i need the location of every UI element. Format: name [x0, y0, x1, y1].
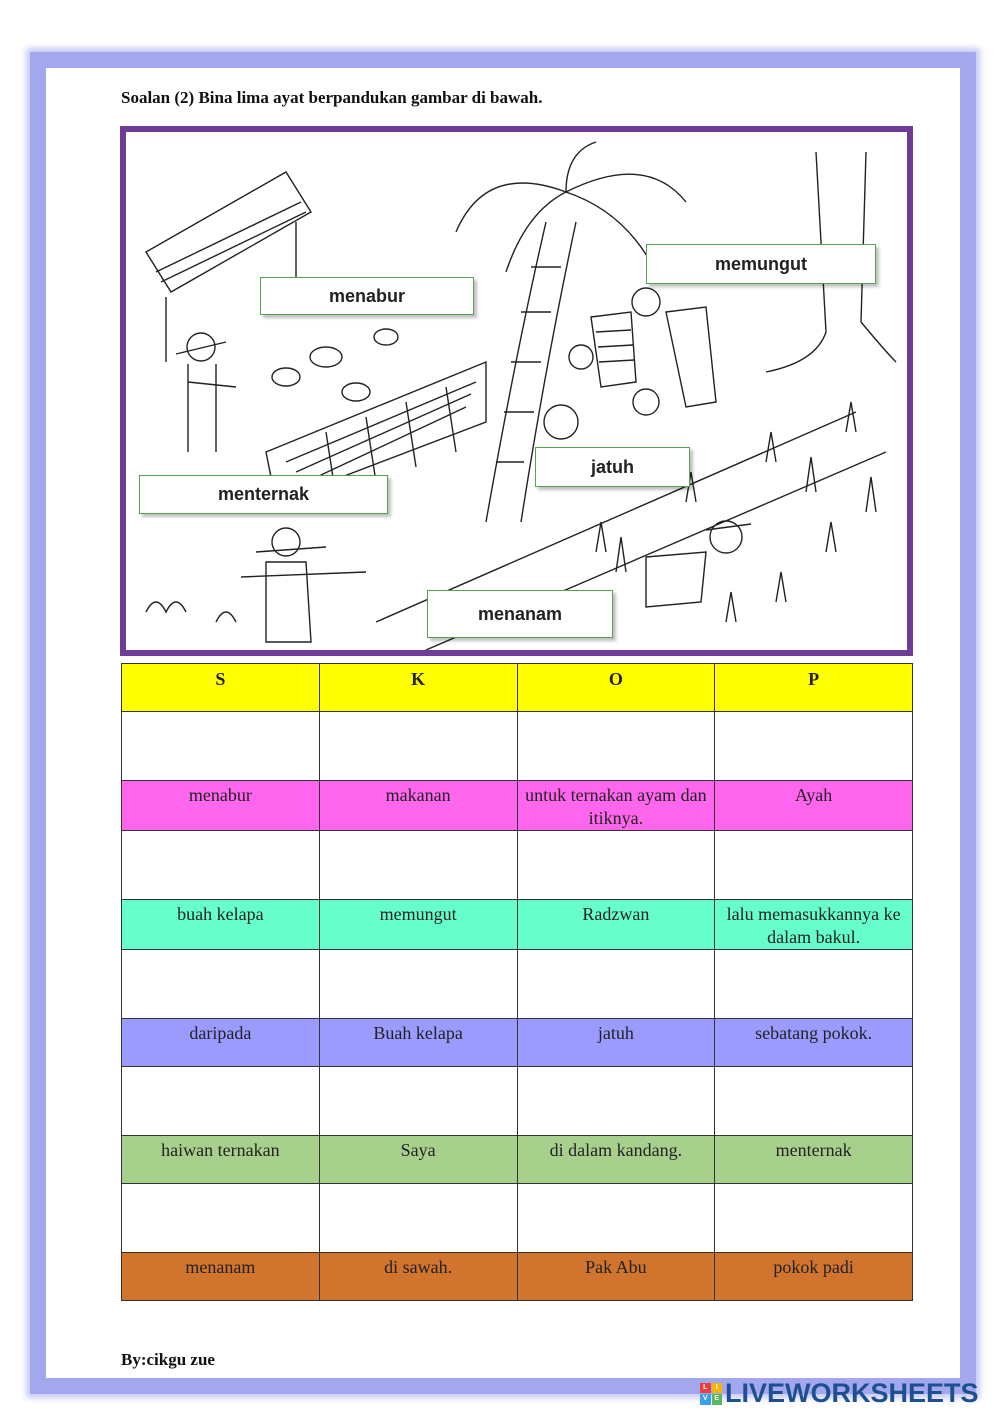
- answer-cell[interactable]: [319, 1184, 517, 1253]
- word-cell[interactable]: untuk ternakan ayam dan itiknya.: [517, 781, 715, 831]
- answer-cell[interactable]: [517, 1184, 715, 1253]
- scene-illustration: [126, 132, 907, 650]
- word-cell[interactable]: buah kelapa: [122, 900, 320, 950]
- question-title: Soalan (2) Bina lima ayat berpandukan gambar di bawah.: [121, 88, 543, 107]
- answer-cell[interactable]: [122, 950, 320, 1019]
- answer-cell[interactable]: [517, 950, 715, 1019]
- word-cell[interactable]: makanan: [319, 781, 517, 831]
- label-menabur[interactable]: menabur: [260, 277, 474, 315]
- word-cell[interactable]: memungut: [319, 900, 517, 950]
- word-row: [122, 1253, 913, 1301]
- answer-cell[interactable]: [319, 1067, 517, 1136]
- word-cell[interactable]: menabur: [122, 781, 320, 831]
- word-cell[interactable]: Radzwan: [517, 900, 715, 950]
- answer-row: [122, 950, 913, 1019]
- answer-cell[interactable]: [715, 831, 913, 900]
- word-cell[interactable]: menternak: [715, 1136, 913, 1184]
- answer-cell[interactable]: [517, 712, 715, 781]
- answer-cell[interactable]: [715, 712, 913, 781]
- answer-cell[interactable]: [122, 712, 320, 781]
- word-cell[interactable]: menanam: [122, 1253, 320, 1301]
- header-p: P: [715, 664, 913, 712]
- liveworksheets-logo[interactable]: [700, 1378, 979, 1409]
- label-jatuh[interactable]: jatuh: [535, 447, 690, 487]
- answer-cell[interactable]: [715, 950, 913, 1019]
- answer-cell[interactable]: [122, 831, 320, 900]
- scene-picture: [120, 126, 913, 656]
- label-memungut[interactable]: memungut: [646, 244, 876, 284]
- header-k: K: [319, 664, 517, 712]
- table-header-row: [122, 664, 913, 712]
- header-s: S: [122, 664, 320, 712]
- word-row: [122, 781, 913, 831]
- word-cell[interactable]: sebatang pokok.: [715, 1019, 913, 1067]
- sentence-table: [121, 663, 913, 1301]
- word-cell[interactable]: daripada: [122, 1019, 320, 1067]
- word-cell[interactable]: di sawah.: [319, 1253, 517, 1301]
- word-cell[interactable]: Buah kelapa: [319, 1019, 517, 1067]
- answer-cell[interactable]: [517, 1067, 715, 1136]
- answer-cell[interactable]: [319, 831, 517, 900]
- brand-name: LIVEWORKSHEETS: [725, 1378, 979, 1408]
- answer-cell[interactable]: [715, 1067, 913, 1136]
- answer-cell[interactable]: [319, 950, 517, 1019]
- answer-row: [122, 712, 913, 781]
- label-menanam[interactable]: menanam: [427, 590, 613, 638]
- answer-cell[interactable]: [517, 831, 715, 900]
- word-row: [122, 1019, 913, 1067]
- answer-row: [122, 831, 913, 900]
- word-cell[interactable]: lalu memasukkannya ke dalam bakul.: [715, 900, 913, 950]
- word-row: [122, 900, 913, 950]
- answer-cell[interactable]: [122, 1184, 320, 1253]
- word-cell[interactable]: di dalam kandang.: [517, 1136, 715, 1184]
- word-cell[interactable]: Pak Abu: [517, 1253, 715, 1301]
- answer-row: [122, 1184, 913, 1253]
- word-cell[interactable]: Saya: [319, 1136, 517, 1184]
- answer-cell[interactable]: [319, 712, 517, 781]
- label-menternak[interactable]: menternak: [139, 475, 388, 514]
- answer-cell[interactable]: [715, 1184, 913, 1253]
- answer-cell[interactable]: [122, 1067, 320, 1136]
- word-cell[interactable]: Ayah: [715, 781, 913, 831]
- word-cell[interactable]: jatuh: [517, 1019, 715, 1067]
- word-cell[interactable]: haiwan ternakan: [122, 1136, 320, 1184]
- word-row: [122, 1136, 913, 1184]
- answer-row: [122, 1067, 913, 1136]
- liveworksheets-logo-icon: L I V E: [700, 1383, 722, 1405]
- header-o: O: [517, 664, 715, 712]
- author-credit: By:cikgu zue: [121, 1350, 215, 1369]
- word-cell[interactable]: pokok padi: [715, 1253, 913, 1301]
